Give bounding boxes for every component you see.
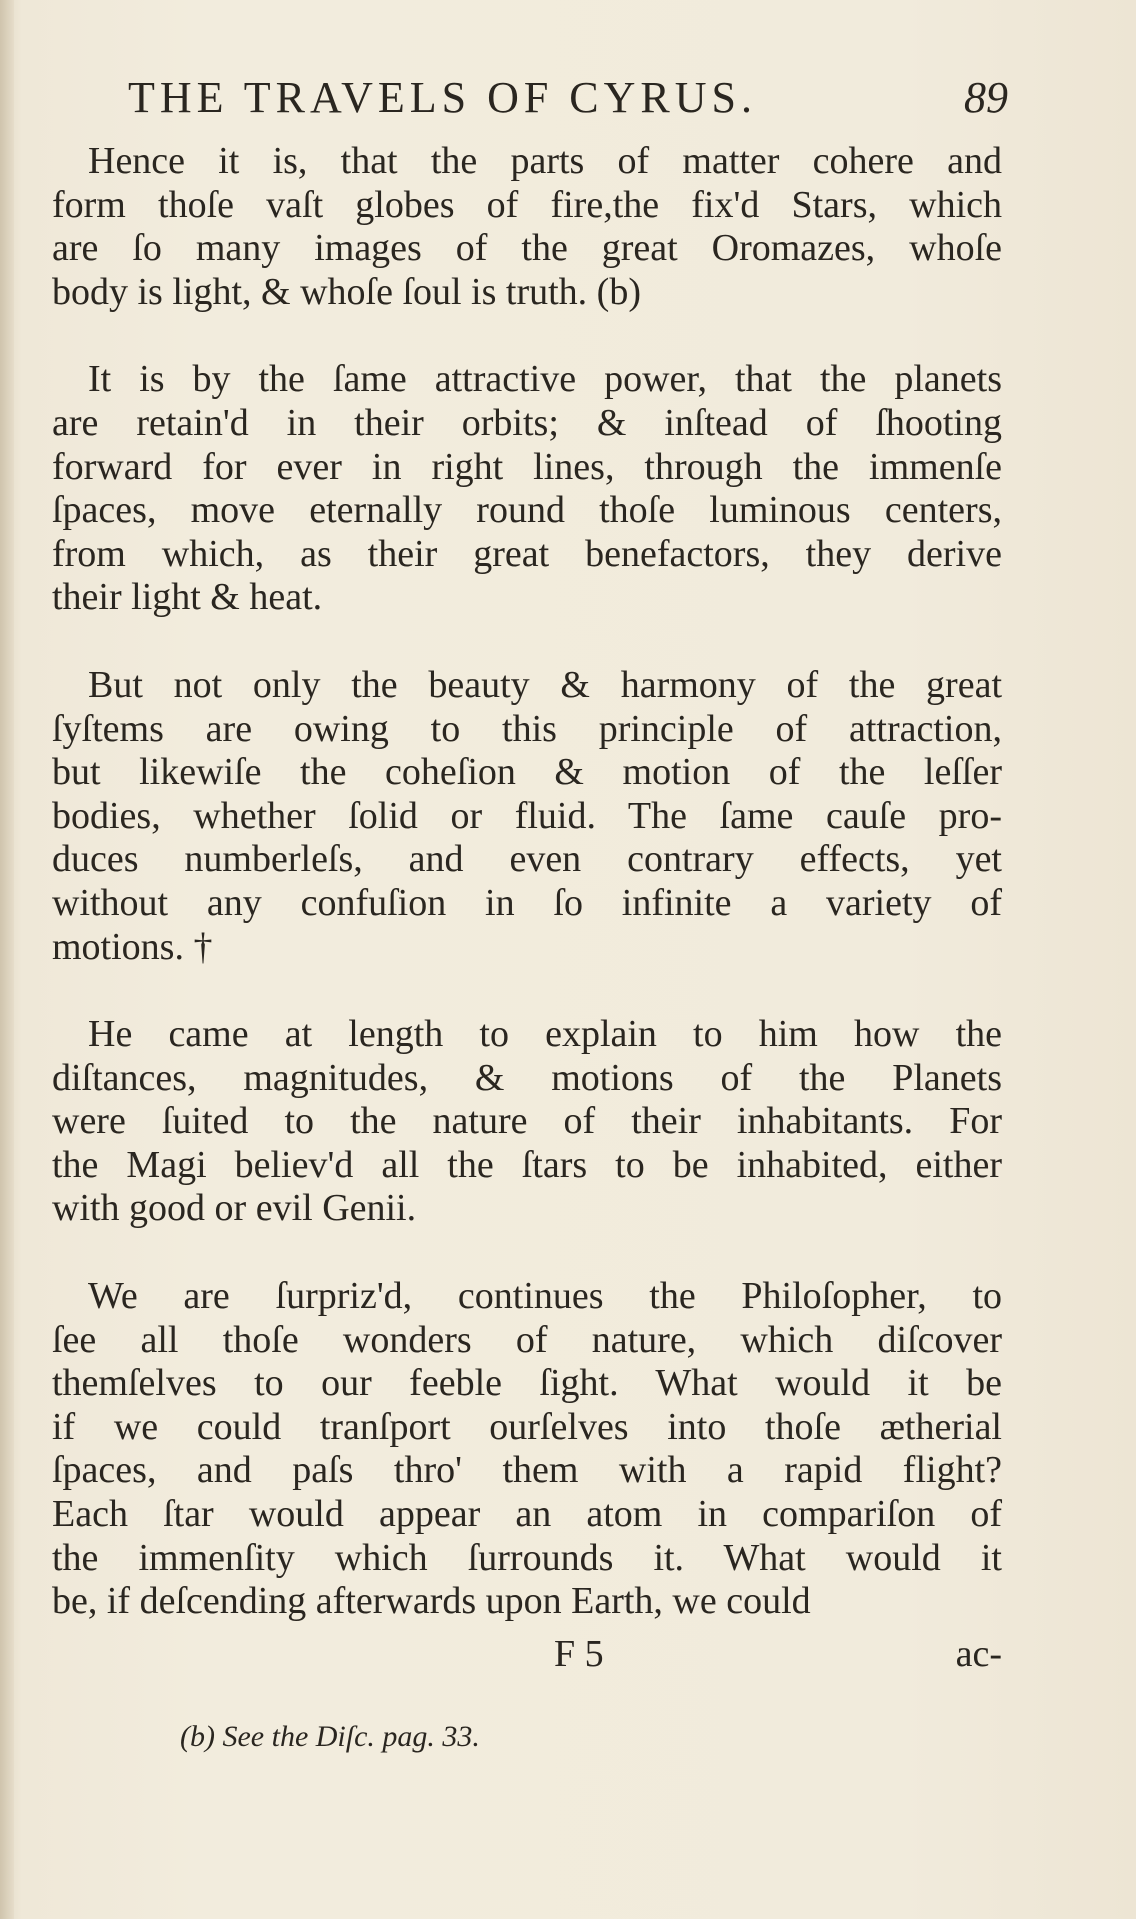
text-line: if we could tranſport ourſelves into thoſe ætherial <box>52 1405 1002 1448</box>
text-line: diſtances, magnitudes, & motions of the Planets <box>52 1056 1002 1099</box>
text-line: are ſo many images of the great Oromazes, whoſe <box>52 227 1002 270</box>
paragraph-gap <box>52 314 1002 358</box>
text-line: Each ſtar would appear an atom in compariſon of <box>52 1493 1002 1536</box>
text-line: ſee all thoſe wonders of nature, which diſcover <box>52 1318 1002 1361</box>
text-line: ſpaces, and paſs thro' them with a rapid flight? <box>52 1449 1002 1492</box>
text-line: duces numberleſs, and even contrary effects, yet <box>52 838 1002 881</box>
text-line: It is by the ſame attractive power, that the planets <box>88 358 1002 401</box>
text-line: ſpaces, move eternally round thoſe luminous centers, <box>52 489 1002 532</box>
text-line: from which, as their great benefactors, they derive <box>52 532 1002 575</box>
footnote: (b) See the Diſc. pag. 33. <box>180 1720 480 1753</box>
text-line: But not only the beauty & harmony of the great <box>88 663 1002 706</box>
running-title: THE TRAVELS OF CYRUS. <box>128 73 758 122</box>
page-header <box>128 72 1008 132</box>
text-line: but likewiſe the coheſion & motion of the leſſer <box>52 751 1002 794</box>
text-line: form thoſe vaſt globes of fire,the fix'd Stars, which <box>52 183 1002 226</box>
text-line: with good or evil Genii. <box>52 1187 417 1230</box>
text-line: the Magi believ'd all the ſtars to be inhabited, either <box>52 1143 1002 1186</box>
text-line: bodies, whether ſolid or fluid. The ſame cauſe pro- <box>52 794 1002 837</box>
catchword-row <box>52 1632 1002 1682</box>
text-line: We are ſurpriz'd, continues the Philoſopher, to <box>88 1275 1002 1318</box>
paragraph <box>52 1013 1002 1231</box>
paragraph-gap <box>52 969 1002 1013</box>
paragraph-gap <box>52 620 1002 664</box>
body-text <box>52 140 1002 1624</box>
text-line: the immenſity which ſurrounds it. What would it <box>52 1536 1002 1579</box>
page-number: 89 <box>964 73 1008 122</box>
catchword: ac- <box>955 1633 1002 1675</box>
paragraph <box>52 140 1002 314</box>
text-line: ſyſtems are owing to this principle of attraction, <box>52 707 1002 750</box>
paragraph-gap <box>52 1231 1002 1275</box>
text-line: without any confuſion in ſo infinite a variety of <box>52 881 1002 924</box>
text-line: He came at length to explain to him how the <box>88 1013 1002 1056</box>
paragraph <box>52 358 1002 620</box>
text-line: be, if deſcending afterwards upon Earth, we could <box>52 1580 811 1623</box>
text-line: Hence it is, that the parts of matter cohere and <box>88 140 1002 182</box>
text-line: body is light, & whoſe ſoul is truth. (b) <box>52 270 641 313</box>
text-line: their light & heat. <box>52 576 323 619</box>
paragraph <box>52 664 1002 969</box>
text-line: themſelves to our feeble ſight. What would it be <box>52 1362 1002 1405</box>
signature-mark: F 5 <box>554 1633 604 1675</box>
text-line: were ſuited to the nature of their inhabitants. For <box>52 1100 1002 1143</box>
text-line: forward for ever in right lines, through the immenſe <box>52 445 1002 488</box>
text-line: are retain'd in their orbits; & inſtead of ſhooting <box>52 401 1002 444</box>
book-gutter <box>0 0 14 1919</box>
text-line: motions. † <box>52 925 213 968</box>
paragraph <box>52 1275 1002 1624</box>
